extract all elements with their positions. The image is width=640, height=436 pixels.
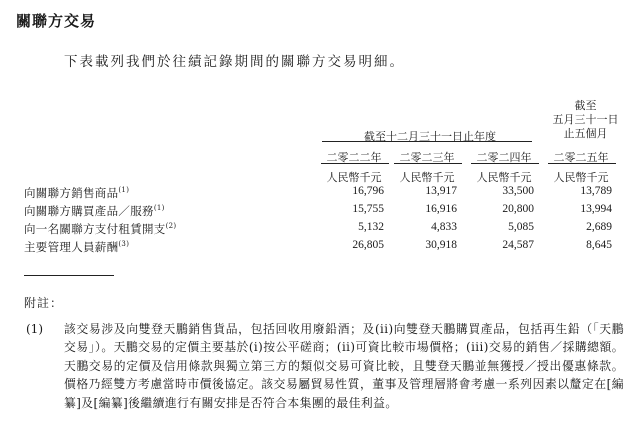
cell-value: 4,833: [431, 221, 457, 233]
table-row: [24, 203, 624, 218]
cell-value: 13,994: [580, 203, 612, 215]
column-underline: [548, 163, 616, 164]
column-header-2022: 二零二二年: [326, 151, 382, 164]
period-label-line: 五月三十一日: [552, 113, 619, 126]
row-label: 主要管理人員薪酬$^{(3)}$: [24, 240, 130, 254]
cell-value: 24,587: [502, 239, 534, 251]
cell-value: 2,689: [586, 221, 612, 233]
cell-value: 15,755: [352, 203, 384, 215]
cell-value: 8,645: [586, 239, 612, 251]
footnote-marker: (2): [165, 222, 177, 231]
notes-title: 附註：: [24, 296, 64, 310]
footnote-marker: (1): [153, 204, 165, 213]
note-text: 該交易涉及向雙登天鵬銷售貨品，包括回收用廢鉛酒；及(ii)向雙登天鵬購買產品，包括再生鉛（「天鵬交易」）。天鵬交易的定價主要基於(i)按公平磋商；(ii)可資比較市場價格；(iii)交易的銷售／採購總額。天鵬交易的定價及信用條款與獨立第三方的類似交易可資比較，且雙登天鵬並無獲授／授出優惠條款。價格乃經雙方考慮當時市價後協定。該交易屬貿易性質，董事及管理層將會考慮一系列因素以釐定在[編纂]及[編纂]後繼續進行有關安排是否符合本集團的最佳利益。: [64, 322, 624, 410]
unit-label: 人民幣千元: [553, 171, 609, 184]
cell-value: 5,132: [358, 221, 384, 233]
unit-label: 人民幣千元: [326, 171, 382, 184]
column-header-2024: 二零二四年: [476, 151, 532, 164]
five-month-period-label: [548, 99, 623, 141]
cell-value: 5,085: [508, 221, 534, 233]
footnote-marker: (3): [118, 240, 130, 249]
footnote-marker: (1): [118, 186, 130, 195]
unit-label: 人民幣千元: [476, 171, 532, 184]
section-heading: 關聯方交易: [16, 12, 97, 30]
cell-value: 13,789: [580, 185, 612, 197]
cell-value: 30,918: [425, 239, 457, 251]
row-label: 向一名關聯方支付租賃開支$^{(2)}$: [24, 222, 177, 236]
column-header-2025: 二零二五年: [553, 151, 609, 164]
cell-value: 13,917: [425, 185, 457, 197]
unit-label: 人民幣千元: [399, 171, 455, 184]
column-header-2023: 二零二三年: [399, 151, 455, 164]
table-row: [24, 239, 624, 254]
column-underline: [394, 163, 462, 164]
column-underline: [471, 163, 539, 164]
cell-value: 20,800: [502, 203, 534, 215]
group-underline: [322, 141, 532, 142]
note-number: (1): [26, 322, 43, 336]
footnote-separator: [24, 275, 114, 276]
cell-value: 33,500: [502, 185, 534, 197]
fiscal-year-group-label: 截至十二月三十一日止年度: [364, 130, 496, 143]
table-row: [24, 185, 624, 200]
column-underline: [321, 163, 389, 164]
cell-value: 16,916: [425, 203, 457, 215]
intro-paragraph: 下表載列我們於往績記錄期間的關聯方交易明細。: [64, 54, 405, 70]
period-label-line: 截至: [574, 99, 597, 112]
cell-value: 16,796: [352, 185, 384, 197]
cell-value: 26,805: [352, 239, 384, 251]
table-row: [24, 221, 624, 236]
row-label: 向關聯方購買產品／服務$^{(1)}$: [24, 204, 165, 218]
period-label-line: 止五個月: [563, 127, 608, 140]
row-label: 向關聯方銷售商品$^{(1)}$: [24, 186, 130, 200]
